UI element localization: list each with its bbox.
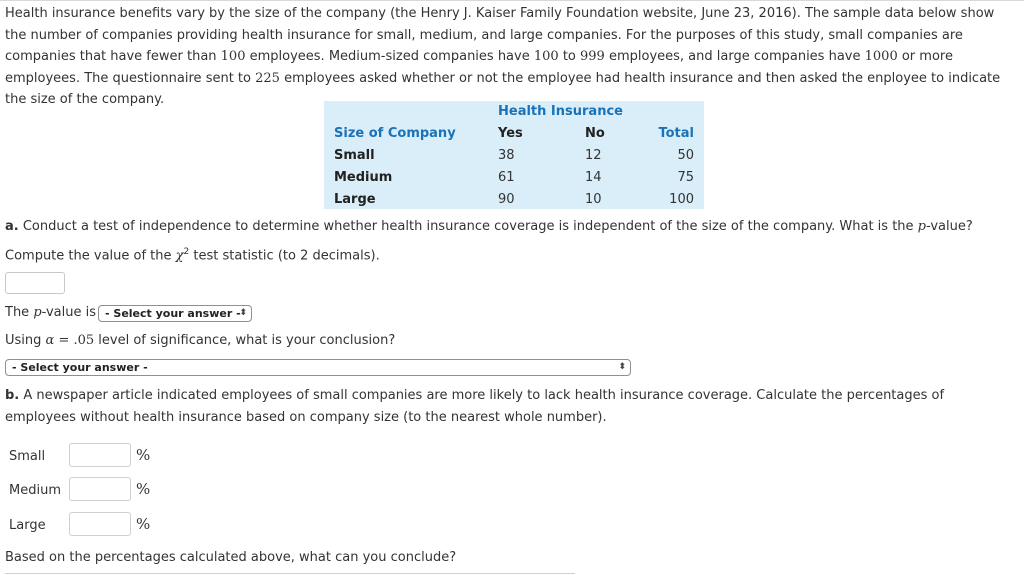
problem-intro: Health insurance benefits vary by the size of the company (the Henry J. Kaiser Family Foundation website, June 23, 2016). The sample data below show the number of companies providing health insurance for small, medium, and large companies. For the purposes of this study, small companies are companies that have fewer than 100 employees. Medium-sized companies have 100 to 999 employees, and large companies have 1000 or more employees. The questionnaire sent to 225 employees asked whether or not the employee had health insurance and then asked the enployee to indicate the size of the company. (5, 6, 1001, 107)
pct-label-medium: Medium (9, 483, 61, 498)
conclusion-select[interactable]: - Select your answer - ⬍ (5, 359, 631, 376)
cell-medium-yes: 61 (498, 170, 515, 185)
cell-large-yes: 90 (498, 192, 515, 207)
cell-large-no: 10 (585, 192, 602, 207)
conclude-prompt: Based on the percentages calculated above, what can you conclude? (5, 550, 457, 565)
group-header-health-insurance: Health Insurance (498, 104, 623, 119)
pct-label-large: Large (9, 518, 46, 533)
alpha-prompt: Using α = .05 level of significance, what is your conclusion? (5, 333, 396, 348)
cell-small-total: 50 (677, 148, 694, 163)
pct-input-small[interactable] (69, 443, 131, 467)
col-header-no: No (585, 126, 605, 141)
cell-large-total: 100 (669, 192, 694, 207)
select-arrow-icon: ⬍ (239, 308, 247, 318)
row-label-large: Large (334, 192, 376, 207)
top-divider (0, 0, 1024, 1)
cell-small-yes: 38 (498, 148, 515, 163)
pvalue-select[interactable]: - Select your answer - ⬍ (98, 305, 252, 322)
cell-medium-total: 75 (677, 170, 694, 185)
select-arrow-icon: ⬍ (618, 362, 626, 372)
pct-unit-large: % (136, 515, 151, 533)
part-a-question: a. Conduct a test of independence to determine whether health insurance coverage is independent of the size of the company. What is the p-value? (5, 219, 973, 234)
col-header-total: Total (658, 126, 694, 141)
row-label-medium: Medium (334, 170, 393, 185)
pvalue-prompt: The p-value is (5, 305, 97, 320)
pct-unit-medium: % (136, 480, 151, 498)
contingency-table (324, 101, 704, 209)
row-label-small: Small (334, 148, 375, 163)
cell-small-no: 12 (585, 148, 602, 163)
pct-label-small: Small (9, 449, 46, 464)
pct-input-large[interactable] (69, 512, 131, 536)
chi-square-input[interactable] (5, 272, 65, 294)
chi-square-prompt: Compute the value of the $\chi^2$ test statistic (to 2 decimals). (5, 247, 380, 264)
part-b-question: b. A newspaper article indicated employees of small companies are more likely to lack health insurance coverage. Calculate the percentages of employees without health insurance based on company size (to the nearest whole number). (5, 388, 945, 425)
conclusion-field-edge[interactable] (5, 573, 575, 574)
col-header-yes: Yes (498, 126, 523, 141)
col-header-size: Size of Company (334, 126, 456, 141)
cell-medium-no: 14 (585, 170, 602, 185)
pct-input-medium[interactable] (69, 477, 131, 501)
pct-unit-small: % (136, 446, 151, 464)
